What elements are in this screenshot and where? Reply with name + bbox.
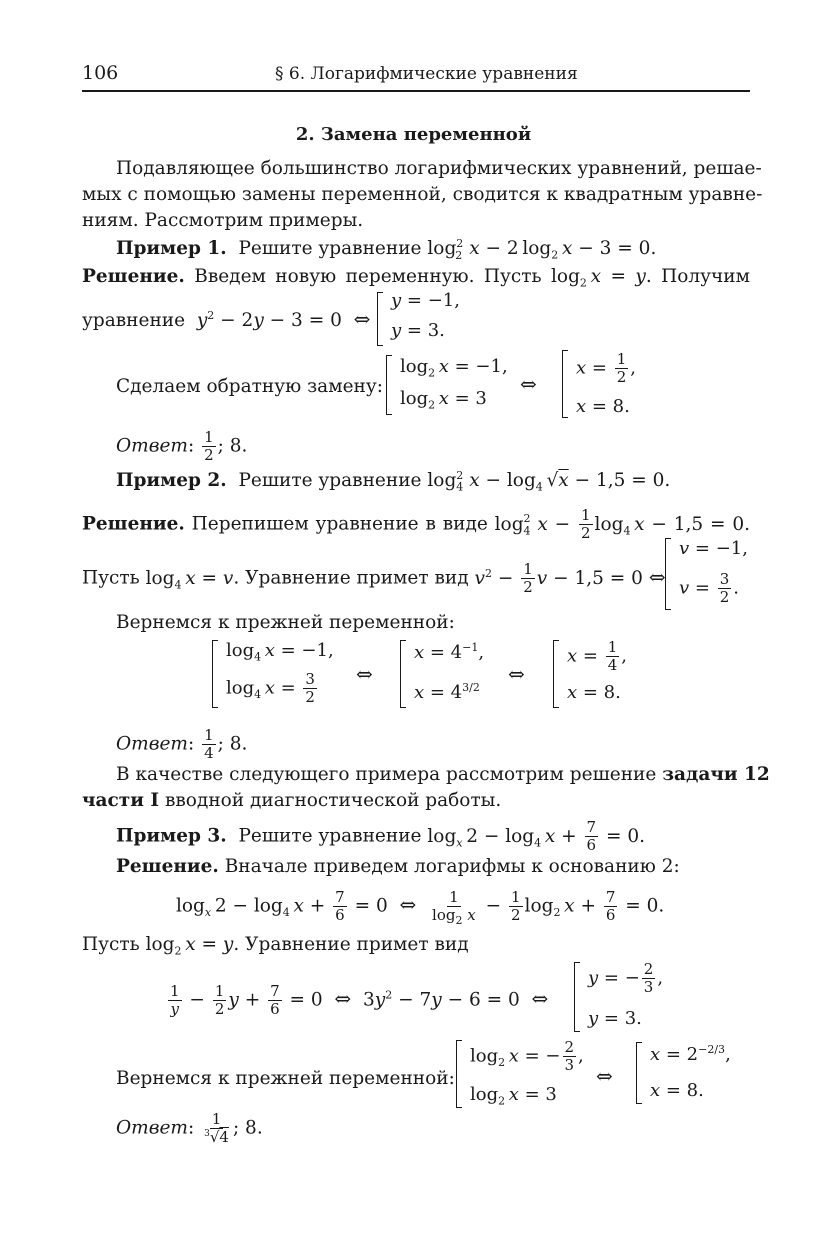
system-bracket [636, 1042, 642, 1104]
system-eq-2: $\log_2 x = 3$ [400, 388, 487, 412]
example-3-quadratic: $\frac{1}{y}$ − $\frac{1}{2}$ y + $\frac{7}{6}$ = 0 ⇔ $3y^2 - 7y - 6 = 0$ ⇔ [170, 982, 549, 1018]
example-1-answer: Ответ: $\frac{1}{2}$ ; 8. [116, 428, 248, 464]
equivalence-sign: ⇔ [356, 662, 373, 686]
example-3-substitution: Пусть $\log_2 x = y$. Уравнение примет вид [82, 934, 469, 958]
example-2-back-substitution: Вернемся к прежней переменной: [116, 612, 455, 633]
example-3-back-substitution: Вернемся к прежней переменной: [116, 1068, 455, 1089]
system-eq-1: $\log_2 x = -1$, [400, 356, 508, 380]
page-header [82, 62, 750, 92]
system-eq-2: $\log_2 x = 3$ [470, 1084, 557, 1108]
system-root-2: $x = 4^{3/2}$ [414, 681, 480, 703]
bridge-line-1: В качестве следующего примера рассмотрим решение задачи 12 [116, 764, 770, 785]
system-bracket [400, 640, 406, 708]
example-1-statement: Пример 1. Решите уравнение $\log_2^2 x - 2$ $\log_2 x - 3 = 0$. [116, 236, 657, 262]
system-eq-2: $\log_4 x$ = $\frac{3}{2}$ [226, 670, 315, 706]
system-eq-1: $\log_4 x = -1$, [226, 640, 334, 664]
example-3-statement: Пример 3. Решите уравнение $\log_x 2 - \log_4 x$ + $\frac{7}{6}$ = 0. [116, 818, 646, 854]
system-root-1: y = − $\frac{2}{3}$ , [588, 960, 664, 996]
system-root-2: x = 8. [567, 682, 621, 703]
system-bracket [456, 1040, 462, 1108]
system-bracket [562, 350, 568, 418]
system-bracket [665, 538, 671, 610]
equivalence-sign: ⇔ [596, 1064, 613, 1088]
example-3-base-change: $\log_x 2 - \log_4 x$ + $\frac{7}{6}$ = 0 ⇔ $\frac{1}{\log_2 x}$ − $\frac{1}{2}$ $\log_2 x$ + $\frac{7}{6}$ = 0. [176, 888, 665, 927]
example-1-back-substitution: Сделаем обратную замену: [116, 376, 383, 397]
system-root-1: v = −1, [679, 538, 748, 559]
system-root-1: x = $\frac{1}{4}$ , [567, 638, 627, 674]
page-number: 106 [82, 62, 119, 84]
system-root-2: x = 8. [576, 396, 630, 417]
system-root-1: x = $\frac{1}{2}$ , [576, 350, 636, 386]
section-title: 2. Замена переменной [295, 124, 532, 145]
system-bracket [553, 640, 559, 708]
system-root-2: v = $\frac{3}{2}$ . [679, 570, 739, 606]
system-root-2: y = 3. [588, 1008, 642, 1029]
system-bracket [212, 640, 218, 708]
system-eq-1: $\log_2 x$ = − $\frac{2}{3}$ , [470, 1038, 584, 1074]
system-root-2: x = 8. [650, 1080, 704, 1101]
bridge-line-2: части I вводной диагностической работы. [82, 790, 502, 811]
intro-line-1: Подавляющее большинство логарифмических уравнений, решае- [116, 158, 762, 179]
system-bracket [386, 355, 392, 415]
example-1-equation: уравнение $y^2 - 2y - 3 = 0$ ⇔ [82, 307, 371, 331]
example-3-solution-line: Решение. Вначале приведем логарифмы к основанию 2: [116, 856, 680, 877]
system-root-1: $x = 2^{-2/3}$, [650, 1043, 731, 1065]
running-title: § 6. Логарифмические уравнения [275, 64, 578, 84]
system-bracket [377, 292, 383, 346]
system-root-1: $x = 4^{-1}$, [414, 641, 485, 663]
example-2-substitution: Пусть $\log_4 x = v$. Уравнение примет вид $v^2$ − $\frac{1}{2}$ v − 1,5 = 0 ⇔ [82, 560, 666, 596]
equivalence-sign: ⇔ [520, 372, 537, 396]
equivalence-sign: ⇔ [508, 662, 525, 686]
example-1-solution-line: Решение. Введем новую переменную. Пусть $\log_2 x = y$. Получим [82, 266, 750, 290]
example-2-statement: Пример 2. Решите уравнение $\log_4^2 x - \log_4 √x - 1,5 = 0$. [116, 468, 671, 494]
example-3-answer: Ответ: $\frac{1}{^3√4}$ ; 8. [116, 1110, 263, 1146]
example-2-solution-line: Решение. Перепишем уравнение в виде $\log_4^2 x$ − $\frac{1}{2}$ $\log_4 x - 1,5 = 0$. [82, 506, 750, 542]
system-bracket [574, 962, 580, 1032]
example-2-answer: Ответ: $\frac{1}{4}$ ; 8. [116, 726, 248, 762]
intro-line-2: мых с помощью замены переменной, сводится к квадратным уравне- [82, 184, 763, 205]
system-root-2: y = 3. [391, 320, 445, 341]
intro-line-3: ниям. Рассмотрим примеры. [82, 210, 364, 231]
system-root-1: y = −1, [391, 290, 460, 311]
